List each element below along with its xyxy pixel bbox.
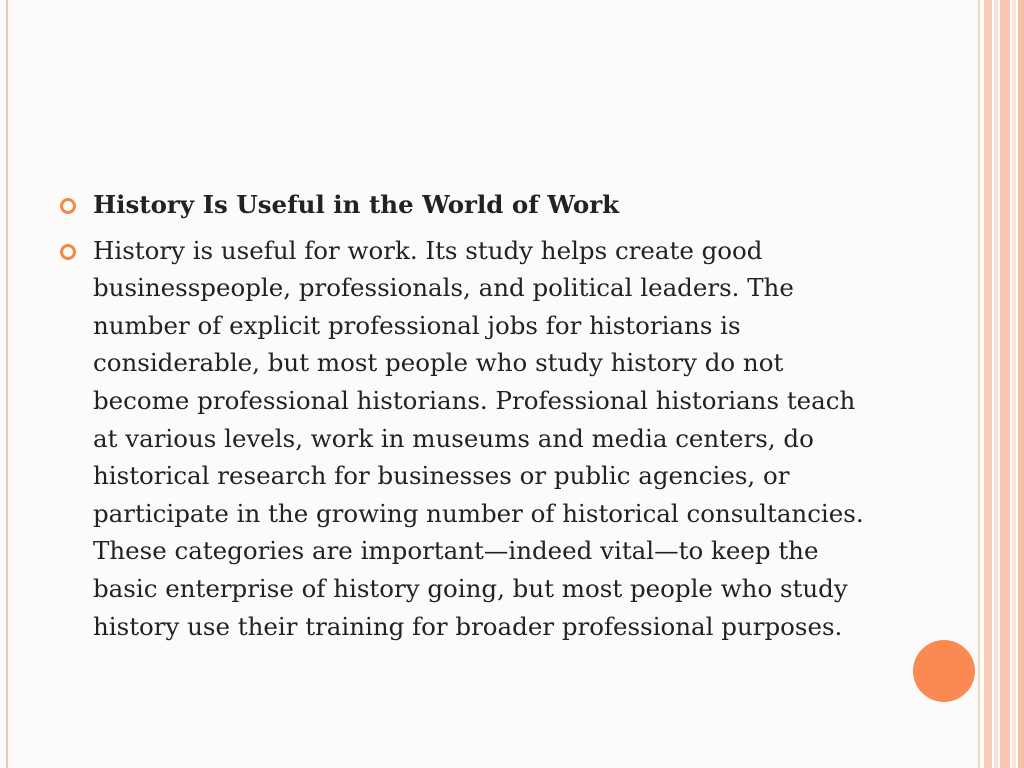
left-border-line — [6, 0, 8, 768]
decorative-stripe — [1012, 0, 1016, 768]
decorative-stripe — [1018, 0, 1024, 768]
slide-body — [60, 186, 880, 645]
decorative-orange-circle — [913, 640, 975, 702]
decorative-stripe — [978, 0, 980, 768]
decorative-stripe — [984, 0, 992, 768]
bullet-item-body — [60, 232, 880, 646]
ring-bullet-icon — [60, 244, 76, 260]
bullet-heading-text: History Is Useful in the World of Work — [93, 190, 620, 219]
decorative-stripe — [1000, 0, 1010, 768]
ring-bullet-icon — [60, 198, 76, 214]
bullet-item-heading — [60, 186, 880, 224]
decorative-stripe — [994, 0, 998, 768]
bullet-body-text: History is useful for work. Its study helps create good businesspeople, professionals, and political leaders. The number of explicit professional jobs for historians is considerable, but most people who study history do not become professional historians. Professional historians teach at various levels, work in museums and media centers, do historical research for businesses or public agencies, or participate in the growing number of historical consultancies. These categories are important—indeed vital—to keep the basic enterprise of history going, but most people who study history use their training for broader professional purposes. — [93, 235, 864, 641]
